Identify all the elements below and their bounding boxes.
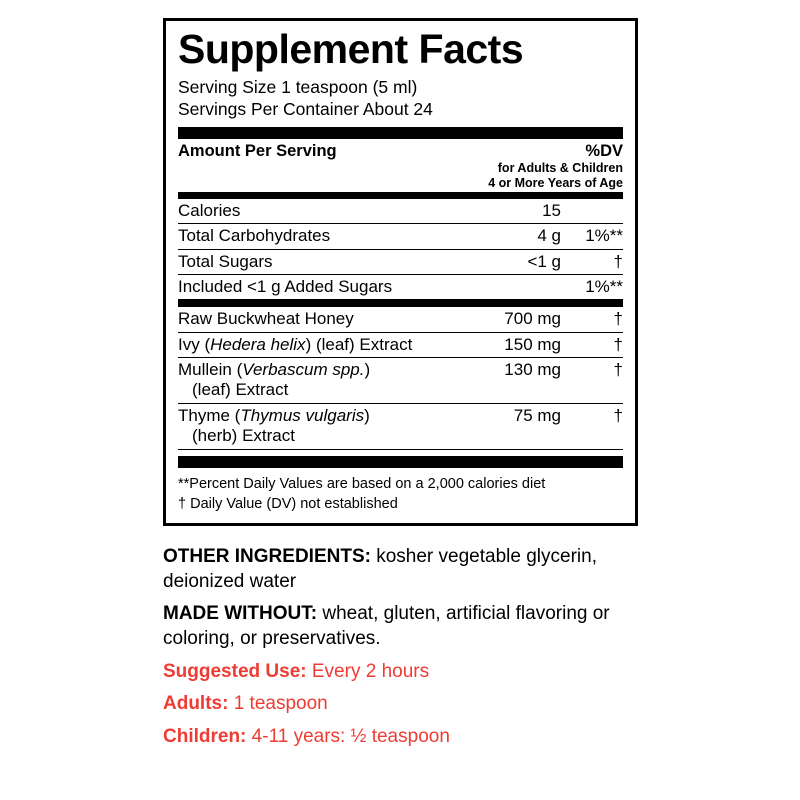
nutrient-name: Total Carbohydrates	[178, 224, 453, 249]
amount-per-serving-label: Amount Per Serving	[178, 141, 337, 160]
mullein-latin-name: Verbascum spp.	[242, 360, 365, 380]
suggested-use-label: Suggested Use:	[163, 660, 307, 682]
other-ingredients-text: kosher vegetable glycerin, deionized water	[163, 546, 597, 592]
table-row	[178, 274, 623, 299]
table-row	[178, 332, 623, 357]
nutrient-name	[178, 332, 453, 357]
nutrient-amount: 75 mg	[453, 403, 561, 449]
thyme-prefix: Thyme (	[178, 405, 241, 425]
ivy-prefix: Ivy (	[178, 334, 211, 354]
divider-thick-top	[178, 127, 623, 139]
adults-label: Adults:	[163, 693, 229, 715]
table-row	[178, 307, 623, 332]
children-dose	[163, 725, 663, 750]
mullein-second-line: (leaf) Extract	[192, 380, 289, 400]
thyme-suffix: )	[364, 405, 370, 425]
footnotes	[178, 468, 623, 515]
suggested-use	[163, 660, 663, 685]
nutrient-name: Raw Buckwheat Honey	[178, 307, 453, 332]
nutrient-dv: †	[561, 358, 623, 404]
lower-text-block	[163, 545, 663, 758]
nutrient-dv	[561, 199, 623, 224]
divider-medium	[178, 192, 623, 199]
nutrient-amount: 130 mg	[453, 358, 561, 404]
nutrient-dv: †	[561, 307, 623, 332]
nutrient-dv: †	[561, 332, 623, 357]
thyme-latin-name: Thymus vulgaris	[240, 405, 365, 425]
mullein-prefix: Mullein (	[178, 360, 243, 380]
dv-sub-line-2: 4 or More Years of Age	[488, 176, 623, 190]
children-label: Children:	[163, 726, 247, 748]
made-without-label: MADE WITHOUT:	[163, 603, 318, 625]
daily-value-header	[488, 142, 623, 191]
made-without	[163, 602, 663, 651]
page-title: Supplement Facts	[178, 26, 524, 72]
nutrient-amount: 15	[453, 199, 561, 224]
amount-per-serving-row	[178, 139, 623, 192]
ivy-suffix: ) (leaf) Extract	[305, 334, 413, 354]
table-row	[178, 358, 623, 404]
supplement-facts-panel	[163, 18, 638, 526]
nutrient-amount: 700 mg	[453, 307, 561, 332]
nutrient-amount: 4 g	[453, 224, 561, 249]
adults-dose	[163, 692, 663, 717]
divider-thick-bottom	[178, 456, 623, 468]
footnote-percent-dv: **Percent Daily Values are based on a 2,000 calories diet	[178, 475, 546, 492]
botanical-table	[178, 307, 623, 449]
divider-medium-2	[178, 300, 623, 307]
nutrient-dv: 1%**	[561, 224, 623, 249]
serving-size-line: Serving Size 1 teaspoon (5 ml)	[178, 77, 418, 97]
adults-text: 1 teaspoon	[228, 693, 328, 715]
other-ingredients-label: OTHER INGREDIENTS:	[163, 546, 371, 567]
nutrient-amount: <1 g	[453, 249, 561, 274]
nutrient-dv: †	[561, 403, 623, 449]
children-text: 4-11 years: ½ teaspoon	[246, 726, 450, 748]
nutrient-name: Total Sugars	[178, 249, 453, 274]
table-row	[178, 224, 623, 249]
other-ingredients	[163, 545, 663, 594]
nutrient-name	[178, 403, 453, 449]
table-row	[178, 199, 623, 224]
footnote-dagger: † Daily Value (DV) not established	[178, 496, 398, 513]
nutrient-amount	[453, 274, 561, 299]
nutrient-name	[178, 358, 453, 404]
made-without-text: wheat, gluten, artificial flavoring or coloring, or preservatives.	[163, 603, 610, 650]
dv-label: %DV	[585, 141, 623, 160]
table-row	[178, 403, 623, 449]
ivy-latin-name: Hedera helix	[210, 334, 306, 354]
nutrient-name: Calories	[178, 199, 453, 224]
table-row	[178, 249, 623, 274]
dv-sub-line-1: for Adults & Children	[497, 161, 623, 176]
nutrition-table	[178, 199, 623, 301]
mullein-suffix: )	[364, 360, 371, 380]
suggested-use-text: Every 2 hours	[306, 660, 430, 682]
servings-per-container-line: Servings Per Container About 24	[178, 99, 433, 120]
nutrient-name: Included <1 g Added Sugars	[178, 274, 453, 299]
nutrient-dv: †	[561, 249, 623, 274]
nutrient-amount: 150 mg	[453, 332, 561, 357]
nutrient-dv: 1%**	[561, 274, 623, 299]
thyme-second-line: (herb) Extract	[192, 426, 295, 446]
